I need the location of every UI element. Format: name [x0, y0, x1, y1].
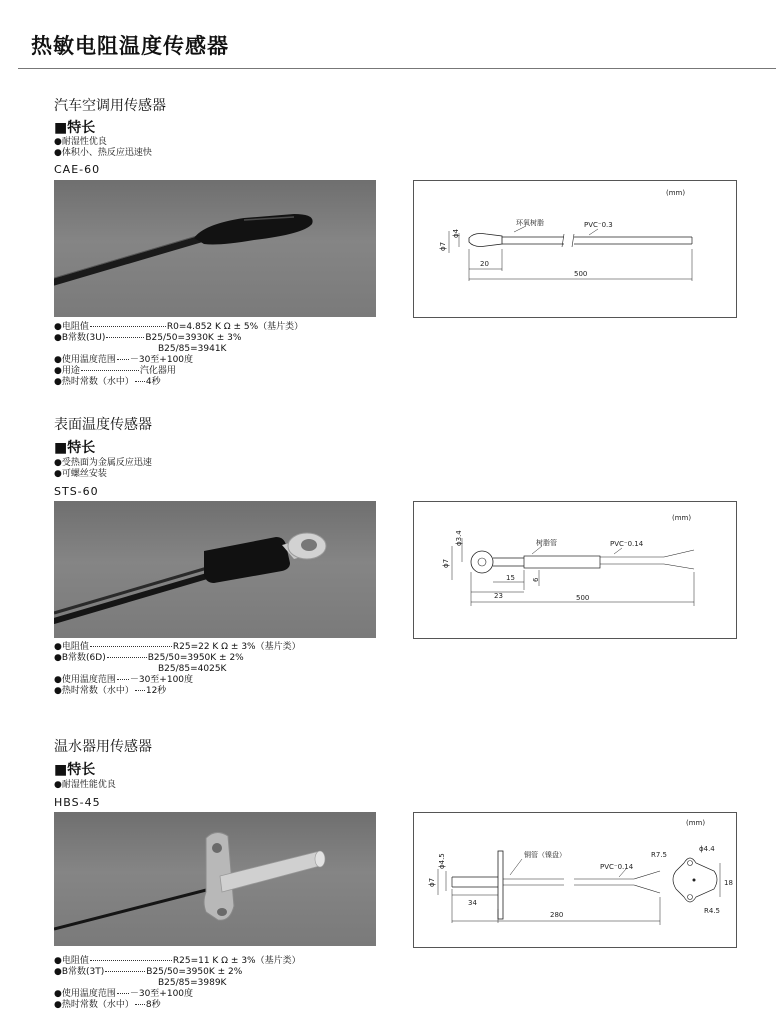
feature-item: ●耐湿性优良 — [54, 137, 107, 147]
sensor-photo — [54, 501, 376, 638]
dim-label: R7.5 — [651, 851, 667, 859]
unit-label: (mm) — [686, 819, 706, 827]
spec-value: 8秒 — [145, 1000, 161, 1010]
spec-value-continuation: B25/85=3989K — [158, 978, 227, 988]
spec-label: ●B常数(3T) — [54, 967, 105, 977]
unit-label: (mm) — [672, 514, 692, 522]
model-number: HBS-45 — [54, 796, 101, 809]
spec-label: ●用途 — [54, 366, 80, 376]
spec-row — [54, 355, 193, 366]
leader-dots — [117, 993, 129, 994]
spec-value: －30至+100度 — [129, 355, 194, 365]
dim-label: 23 — [494, 592, 503, 600]
feature-item: ●耐湿性能优良 — [54, 780, 116, 790]
spec-label: ●热时常数（水中） — [54, 686, 134, 696]
dim-label: 6 — [532, 577, 540, 582]
spec-label: ●电阻值 — [54, 642, 89, 652]
dim-label: 铜管（镍盘） — [524, 851, 566, 859]
dim-label: 18 — [724, 879, 733, 887]
dim-label: ϕ4.4 — [699, 845, 715, 853]
leader-dots — [105, 971, 145, 972]
section-title: 汽车空调用传感器 — [54, 98, 166, 114]
spec-row — [54, 333, 241, 344]
spec-label: ●使用温度范围 — [54, 355, 116, 365]
spec-value: B25/50=3950K ± 2% — [147, 653, 244, 663]
dim-label: ϕ7 — [442, 558, 450, 568]
leader-dots — [135, 381, 145, 382]
model-number: CAE-60 — [54, 163, 101, 176]
dimension-drawing — [413, 180, 737, 318]
spec-value: －30至+100度 — [129, 675, 194, 685]
dim-label: 15 — [506, 574, 515, 582]
leader-dots — [90, 646, 172, 647]
spec-value: 汽化器用 — [139, 366, 176, 376]
spec-label: ●B常数(3U) — [54, 333, 106, 343]
spec-row — [54, 675, 193, 686]
page-title: 热敏电阻温度传感器 — [31, 34, 229, 58]
dim-label: 环氧树脂 — [516, 219, 544, 227]
dim-label: PVC⁻0.14 — [600, 863, 634, 871]
spec-row — [54, 686, 166, 697]
spec-row — [54, 956, 301, 967]
drawing-lines — [414, 502, 736, 638]
spec-value: －30至+100度 — [129, 989, 194, 999]
dim-label: 34 — [468, 899, 477, 907]
spec-value: B25/50=3930K ± 3% — [145, 333, 242, 343]
features-heading: ■特长 — [54, 762, 96, 778]
leader-dots — [135, 690, 145, 691]
spec-value-continuation: B25/85=4025K — [158, 664, 227, 674]
spec-label: ●电阻值 — [54, 322, 89, 332]
dim-label: ϕ4.5 — [438, 853, 446, 869]
flange-probe-image — [54, 812, 376, 946]
dim-label: ϕ7 — [428, 877, 436, 887]
section-title: 温水器用传感器 — [54, 739, 152, 755]
features-heading: ■特长 — [54, 440, 96, 456]
leader-dots — [81, 370, 139, 371]
spec-row — [54, 366, 176, 377]
model-number: STS-60 — [54, 485, 99, 498]
spec-value-continuation: B25/85=3941K — [158, 344, 227, 354]
dim-label: ϕ3.4 — [455, 530, 463, 546]
unit-label: (mm) — [666, 189, 686, 197]
spec-label: ●热时常数（水中） — [54, 1000, 134, 1010]
feature-item: ●受热面为金属反应迅速 — [54, 458, 152, 468]
dim-label: 280 — [550, 911, 564, 919]
leader-dots — [107, 657, 147, 658]
spec-label: ●使用温度范围 — [54, 989, 116, 999]
dimension-drawing — [413, 812, 737, 948]
ring-terminal-probe-image — [54, 501, 376, 638]
feature-item: ●体积小、热反应迅速快 — [54, 148, 152, 158]
leader-dots — [135, 1004, 145, 1005]
leader-dots — [117, 679, 129, 680]
feature-item: ●可螺丝安装 — [54, 469, 107, 479]
section-title: 表面温度传感器 — [54, 417, 152, 433]
dim-label: R4.5 — [704, 907, 720, 915]
dim-label: PVC⁻0.3 — [584, 221, 613, 229]
leader-dots — [117, 359, 129, 360]
dim-label: 树脂管 — [536, 539, 557, 547]
spec-row — [54, 653, 244, 664]
spec-value: 4秒 — [145, 377, 161, 387]
drawing-lines — [414, 813, 736, 947]
leader-dots — [90, 960, 172, 961]
spec-row — [54, 967, 242, 978]
spec-row — [54, 377, 161, 388]
cable-probe-image — [54, 180, 376, 317]
leader-dots — [90, 326, 166, 327]
dim-label: 500 — [574, 270, 588, 278]
spec-label: ●电阻值 — [54, 956, 89, 966]
spec-row — [54, 642, 301, 653]
sensor-photo — [54, 180, 376, 317]
dim-label: ϕ4 — [452, 228, 460, 238]
spec-value: B25/50=3950K ± 2% — [146, 967, 243, 977]
dim-label: 20 — [480, 260, 489, 268]
spec-value: R25=11 K Ω ± 3%（基片类） — [172, 956, 301, 966]
spec-row — [54, 989, 193, 1000]
spec-label: ●B常数(6D) — [54, 653, 106, 663]
sensor-photo — [54, 812, 376, 946]
leader-dots — [106, 337, 144, 338]
spec-value: R0=4.852 K Ω ± 5%（基片类） — [166, 322, 304, 332]
dim-label: ϕ7 — [439, 241, 447, 251]
title-divider — [18, 68, 776, 69]
spec-row — [54, 322, 303, 333]
spec-row — [54, 1000, 161, 1011]
dimension-drawing — [413, 501, 737, 639]
features-heading: ■特长 — [54, 120, 96, 136]
dim-label: PVC⁻0.14 — [610, 540, 644, 548]
spec-label: ●热时常数（水中） — [54, 377, 134, 387]
spec-label: ●使用温度范围 — [54, 675, 116, 685]
dim-label: 500 — [576, 594, 590, 602]
spec-value: R25=22 K Ω ± 3%（基片类） — [172, 642, 301, 652]
spec-value: 12秒 — [145, 686, 167, 696]
drawing-lines — [414, 181, 736, 317]
